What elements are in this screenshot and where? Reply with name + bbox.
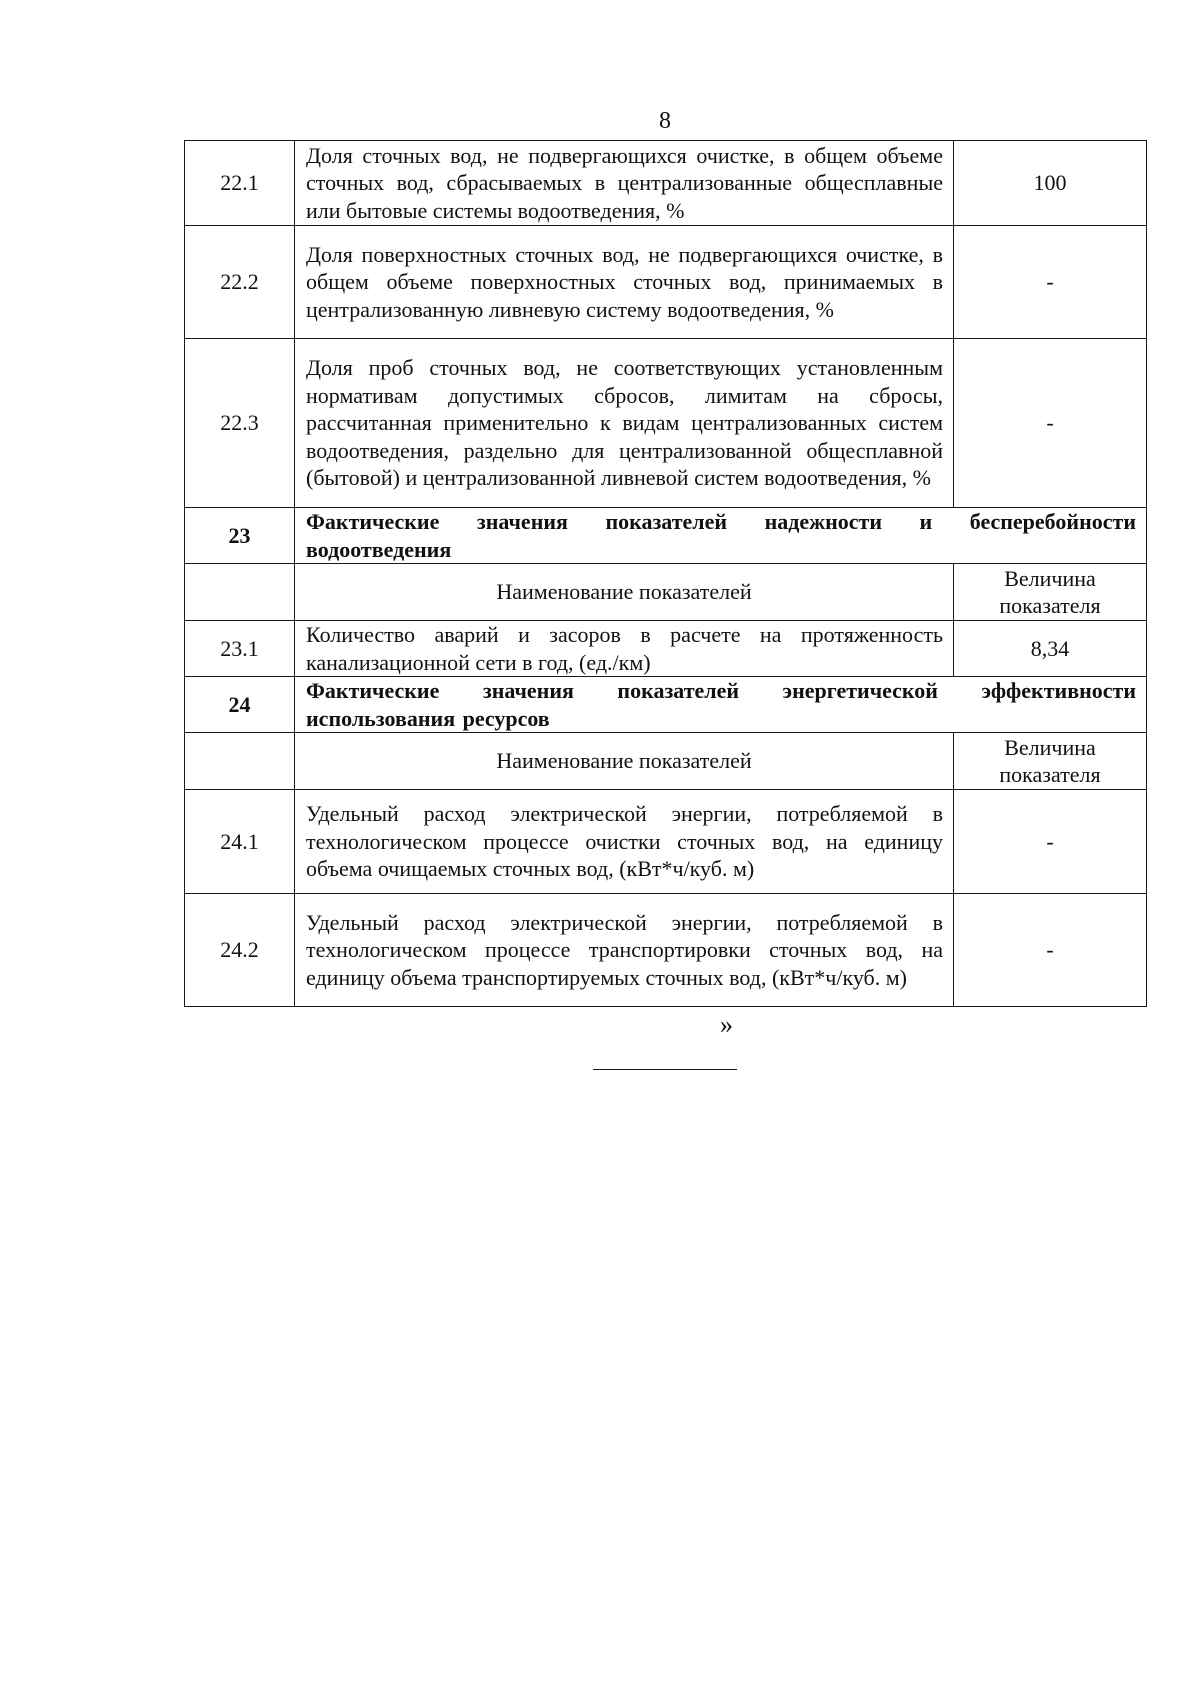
section-number: 23 [185,508,295,564]
empty-header-cell [185,733,295,790]
indicator-name: Доля поверхностных сточных вод, не подвергающихся очистке, в общем объеме поверхностных сточных вод, принимаемых в централизованную ливневую систему водоотведения, % [295,226,954,339]
table-row [185,141,1147,226]
section-row [185,677,1147,733]
indicator-value: 8,34 [954,621,1147,677]
indicator-value: 100 [954,141,1147,226]
section-title: Фактические значения показателей энергетической эффективности использования ресурсов [295,677,1147,733]
row-number: 24.2 [185,894,295,1007]
indicator-name: Доля проб сточных вод, не соответствующих установленным нормативам допустимых сбросов, лимитам на сбросы, рассчитанная применительно к видам централизованных систем водоотведения, раздельно для централизованной общесплавной (бытовой) и централизованной ливневой систем водоотведения, % [295,339,954,508]
closing-quote-mark: » [720,1010,733,1039]
indicator-value: - [954,226,1147,339]
column-header-name: Наименование показателей [295,733,954,790]
column-header-row [185,564,1147,621]
indicator-name: Количество аварий и засоров в расчете на протяженность канализационной сети в год, (ед./км) [295,621,954,677]
section-number: 24 [185,677,295,733]
empty-header-cell [185,564,295,621]
row-number: 22.1 [185,141,295,226]
section-title: Фактические значения показателей надежности и бесперебойности водоотведения [295,508,1147,564]
indicator-value: - [954,894,1147,1007]
indicator-name: Удельный расход электрической энергии, потребляемой в технологическом процессе очистки сточных вод, на единицу объема очищаемых сточных вод, (кВт*ч/куб. м) [295,790,954,894]
column-header-name: Наименование показателей [295,564,954,621]
table-row [185,621,1147,677]
page-number: 8 [659,108,671,134]
indicator-name: Удельный расход электрической энергии, потребляемой в технологическом процессе транспортировки сточных вод, на единицу объема транспортируемых сточных вод, (кВт*ч/куб. м) [295,894,954,1007]
table-row [185,894,1147,1007]
row-number: 23.1 [185,621,295,677]
indicator-value: - [954,790,1147,894]
row-number: 22.3 [185,339,295,508]
section-row [185,508,1147,564]
indicator-value: - [954,339,1147,508]
table-row [185,790,1147,894]
column-header-value: Величина показателя [954,564,1147,621]
row-number: 22.2 [185,226,295,339]
table-row [185,339,1147,508]
indicator-name: Доля сточных вод, не подвергающихся очистке, в общем объеме сточных вод, сбрасываемых в централизованные общесплавные или бытовые системы водоотведения, % [295,141,954,226]
table-row [185,226,1147,339]
indicators-table [184,140,1147,1007]
column-header-value: Величина показателя [954,733,1147,790]
column-header-row [185,733,1147,790]
end-rule [593,1069,737,1070]
row-number: 24.1 [185,790,295,894]
